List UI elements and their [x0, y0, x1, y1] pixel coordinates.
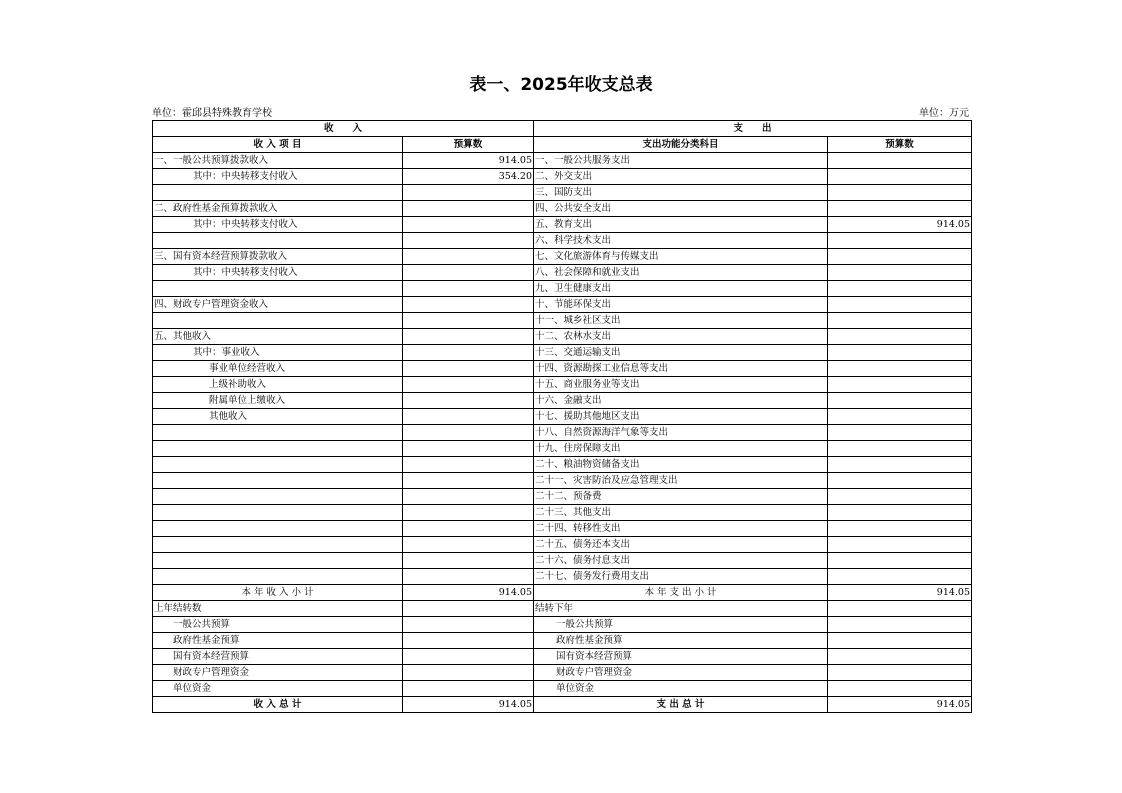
income-item: 四、财政专户管理资金收入 [153, 297, 403, 313]
table-row [153, 281, 972, 297]
table-row [153, 505, 972, 521]
income-item: 二、政府性基金预算拨款收入 [153, 201, 403, 217]
income-budget [403, 441, 534, 457]
expense-carry-item: 财政专户管理资金 [534, 665, 828, 681]
table-row [153, 313, 972, 329]
income-carry-item: 政府性基金预算 [153, 633, 403, 649]
table-row [153, 249, 972, 265]
table-row [153, 201, 972, 217]
expense-budget [828, 185, 972, 201]
expense-carry-item: 国有资本经营预算 [534, 649, 828, 665]
income-item: 其中：中央转移支付收入 [153, 265, 403, 281]
income-budget [403, 249, 534, 265]
expense-budget [828, 153, 972, 169]
expense-budget [828, 329, 972, 345]
table-row [153, 185, 972, 201]
table-row [153, 217, 972, 233]
table-row [153, 425, 972, 441]
expense-budget [828, 393, 972, 409]
expense-budget: 914.05 [828, 217, 972, 233]
income-item [153, 489, 403, 505]
page-title: 表一、2025年收支总表 [469, 75, 653, 95]
income-item: 其中：中央转移支付收入 [153, 217, 403, 233]
expense-item: 二十三、其他支出 [534, 505, 828, 521]
expense-subtotal-label: 本 年 支 出 小 计 [534, 585, 828, 601]
expense-item: 七、文化旅游体育与传媒支出 [534, 249, 828, 265]
income-item: 五、其他收入 [153, 329, 403, 345]
income-item [153, 281, 403, 297]
expense-budget [828, 169, 972, 185]
income-item [153, 185, 403, 201]
total-row [153, 697, 972, 713]
expense-carry-value [828, 649, 972, 665]
income-budget [403, 233, 534, 249]
expense-item: 二十五、债务还本支出 [534, 537, 828, 553]
income-item: 其中：事业收入 [153, 345, 403, 361]
expense-item: 六、科学技术支出 [534, 233, 828, 249]
expense-budget [828, 553, 972, 569]
income-item [153, 505, 403, 521]
expense-budget [828, 425, 972, 441]
expense-item: 十一、城乡社区支出 [534, 313, 828, 329]
expense-carry-item: 结转下年 [534, 601, 828, 617]
income-carry-value [403, 601, 534, 617]
expense-budget [828, 505, 972, 521]
table-row [153, 345, 972, 361]
income-item: 事业单位经营收入 [153, 361, 403, 377]
expense-budget [828, 521, 972, 537]
currency-unit: 单位：万元 [919, 108, 969, 119]
carry-row [153, 633, 972, 649]
income-item: 其中：中央转移支付收入 [153, 169, 403, 185]
expense-carry-value [828, 633, 972, 649]
income-carry-value [403, 681, 534, 697]
table-row [153, 297, 972, 313]
income-item: 其他收入 [153, 409, 403, 425]
subtotal-row [153, 585, 972, 601]
income-budget [403, 281, 534, 297]
income-budget [403, 505, 534, 521]
expense-carry-item: 政府性基金预算 [534, 633, 828, 649]
expense-item: 二十一、灾害防治及应急管理支出 [534, 473, 828, 489]
expense-budget [828, 537, 972, 553]
income-item [153, 457, 403, 473]
expense-item-header: 支出功能分类科目 [534, 137, 828, 153]
income-item [153, 473, 403, 489]
income-budget [403, 329, 534, 345]
income-carry-value [403, 665, 534, 681]
income-budget [403, 201, 534, 217]
expense-budget [828, 265, 972, 281]
income-budget [403, 473, 534, 489]
table-row [153, 537, 972, 553]
table-row [153, 569, 972, 585]
income-item [153, 425, 403, 441]
expense-item: 十四、资源勘探工业信息等支出 [534, 361, 828, 377]
income-item [153, 569, 403, 585]
carry-row [153, 665, 972, 681]
expense-subtotal-value: 914.05 [828, 585, 972, 601]
expense-budget [828, 441, 972, 457]
income-carry-item: 国有资本经营预算 [153, 649, 403, 665]
income-carry-item: 上年结转数 [153, 601, 403, 617]
expense-item: 八、社会保障和就业支出 [534, 265, 828, 281]
carry-row [153, 601, 972, 617]
table-row [153, 393, 972, 409]
expense-budget [828, 281, 972, 297]
income-item: 附属单位上缴收入 [153, 393, 403, 409]
expense-carry-value [828, 681, 972, 697]
table-row [153, 169, 972, 185]
table-row [153, 153, 972, 169]
expense-budget [828, 569, 972, 585]
income-budget [403, 377, 534, 393]
expense-item: 二十、粮油物资储备支出 [534, 457, 828, 473]
expense-carry-item: 单位资金 [534, 681, 828, 697]
expense-carry-value [828, 665, 972, 681]
table-row [153, 409, 972, 425]
expense-budget [828, 313, 972, 329]
expense-item: 九、卫生健康支出 [534, 281, 828, 297]
income-budget [403, 297, 534, 313]
carry-row [153, 617, 972, 633]
income-group-header: 收 入 [153, 121, 534, 137]
income-budget [403, 361, 534, 377]
income-carry-item: 单位资金 [153, 681, 403, 697]
expense-budget [828, 345, 972, 361]
income-subtotal-value: 914.05 [403, 585, 534, 601]
budget-summary-table [152, 120, 972, 713]
expense-item: 二十六、债务付息支出 [534, 553, 828, 569]
income-budget [403, 185, 534, 201]
income-budget [403, 265, 534, 281]
expense-budget [828, 233, 972, 249]
table-row [153, 377, 972, 393]
income-carry-item: 财政专户管理资金 [153, 665, 403, 681]
expense-item: 二十二、预备费 [534, 489, 828, 505]
expense-item: 十三、交通运输支出 [534, 345, 828, 361]
table-row [153, 329, 972, 345]
income-carry-value [403, 649, 534, 665]
income-budget [403, 393, 534, 409]
expense-budget [828, 297, 972, 313]
expense-item: 十二、农林水支出 [534, 329, 828, 345]
expense-budget [828, 201, 972, 217]
income-item [153, 313, 403, 329]
expense-item: 二、外交支出 [534, 169, 828, 185]
income-budget [403, 569, 534, 585]
expense-budget [828, 489, 972, 505]
expense-item: 十七、援助其他地区支出 [534, 409, 828, 425]
table-row [153, 473, 972, 489]
expense-item: 一、一般公共服务支出 [534, 153, 828, 169]
income-item [153, 521, 403, 537]
income-budget: 914.05 [403, 153, 534, 169]
table-row [153, 233, 972, 249]
expense-carry-item: 一般公共预算 [534, 617, 828, 633]
income-carry-item: 一般公共预算 [153, 617, 403, 633]
table-row [153, 361, 972, 377]
income-budget [403, 313, 534, 329]
expense-total-label: 支 出 总 计 [534, 697, 828, 713]
expense-item: 四、公共安全支出 [534, 201, 828, 217]
carry-row [153, 681, 972, 697]
income-budget [403, 553, 534, 569]
income-item-header: 收 入 项 目 [153, 137, 403, 153]
expense-item: 五、教育支出 [534, 217, 828, 233]
income-item [153, 441, 403, 457]
income-carry-value [403, 617, 534, 633]
expense-total-value: 914.05 [828, 697, 972, 713]
income-item [153, 553, 403, 569]
table-row [153, 441, 972, 457]
expense-budget-header: 预算数 [828, 137, 972, 153]
income-budget [403, 457, 534, 473]
expense-budget [828, 473, 972, 489]
income-budget [403, 425, 534, 441]
expense-budget [828, 249, 972, 265]
expense-budget [828, 457, 972, 473]
table-row [153, 521, 972, 537]
carry-row [153, 649, 972, 665]
income-subtotal-label: 本 年 收 入 小 计 [153, 585, 403, 601]
expense-item: 十、节能环保支出 [534, 297, 828, 313]
table-row [153, 265, 972, 281]
expense-item: 三、国防支出 [534, 185, 828, 201]
income-item [153, 537, 403, 553]
income-carry-value [403, 633, 534, 649]
income-budget: 354.20 [403, 169, 534, 185]
table-row [153, 553, 972, 569]
table-row [153, 457, 972, 473]
income-item: 上级补助收入 [153, 377, 403, 393]
expense-budget [828, 409, 972, 425]
expense-carry-value [828, 617, 972, 633]
expense-item: 十九、住房保障支出 [534, 441, 828, 457]
income-budget [403, 521, 534, 537]
expense-item: 十六、金融支出 [534, 393, 828, 409]
income-item: 三、国有资本经营预算拨款收入 [153, 249, 403, 265]
expense-carry-value [828, 601, 972, 617]
expense-item: 十八、自然资源海洋气象等支出 [534, 425, 828, 441]
expense-item: 十五、商业服务业等支出 [534, 377, 828, 393]
expense-group-header: 支 出 [534, 121, 972, 137]
income-budget [403, 537, 534, 553]
unit-name: 单位：霍邱县特殊教育学校 [152, 108, 272, 119]
income-total-value: 914.05 [403, 697, 534, 713]
table-row [153, 489, 972, 505]
income-item: 一、一般公共预算拨款收入 [153, 153, 403, 169]
income-budget [403, 409, 534, 425]
expense-item: 二十四、转移性支出 [534, 521, 828, 537]
expense-budget [828, 377, 972, 393]
income-budget-header: 预算数 [403, 137, 534, 153]
income-total-label: 收 入 总 计 [153, 697, 403, 713]
income-item [153, 233, 403, 249]
expense-item: 二十七、债务发行费用支出 [534, 569, 828, 585]
income-budget [403, 217, 534, 233]
expense-budget [828, 361, 972, 377]
income-budget [403, 345, 534, 361]
income-budget [403, 489, 534, 505]
